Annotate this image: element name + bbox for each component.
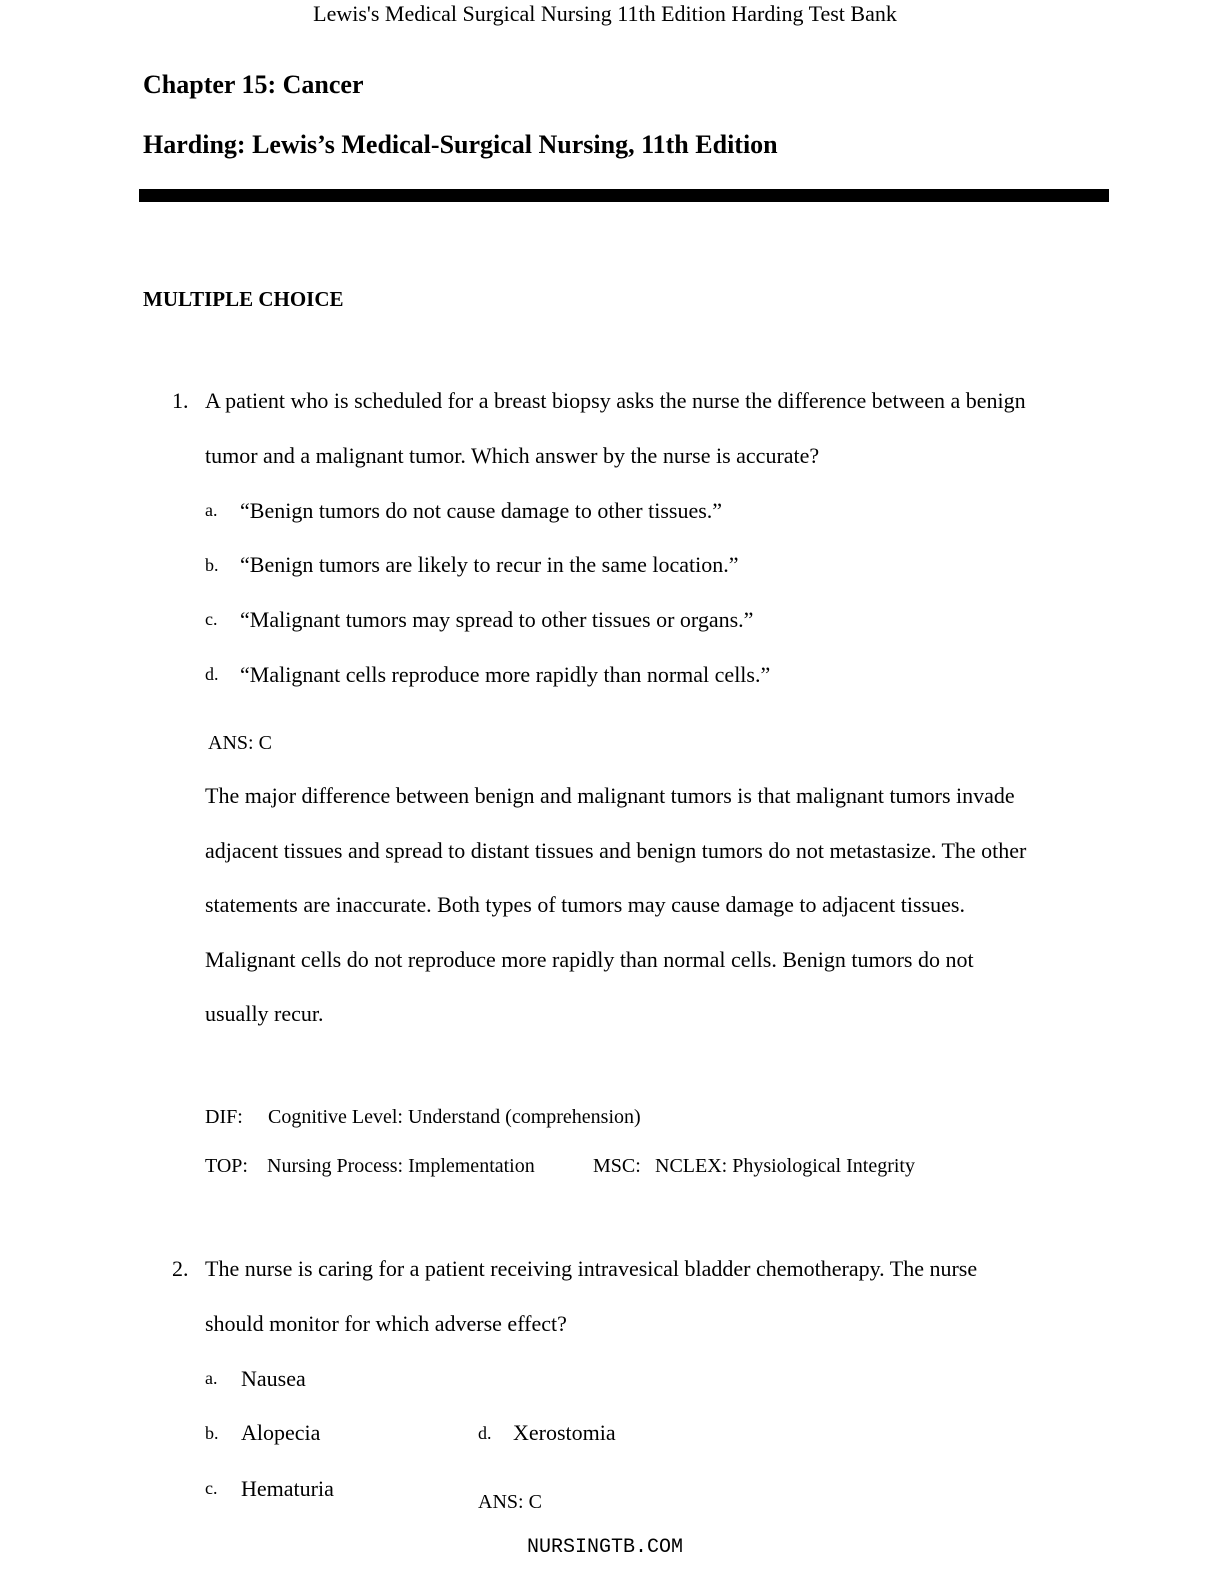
question-number: 2. (172, 1256, 189, 1281)
top-label: TOP: (205, 1155, 248, 1177)
option-letter: b. (205, 1423, 219, 1443)
rationale-line: adjacent tissues and spread to distant tissues and benign tumors do not metastasize. The other (205, 838, 1027, 863)
chapter-title: Chapter 15: Cancer (143, 70, 364, 99)
question-number: 1. (172, 388, 189, 413)
option-letter: c. (205, 1478, 218, 1498)
option-letter: b. (205, 555, 219, 575)
top-value: Nursing Process: Implementation (267, 1155, 535, 1177)
option-text: Alopecia (241, 1420, 321, 1445)
option-letter: a. (205, 1368, 218, 1388)
book-title: Harding: Lewis’s Medical-Surgical Nursing, 11th Edition (143, 130, 778, 159)
question-text-line: The nurse is caring for a patient receiving intravesical bladder chemotherapy. The nurse (205, 1256, 978, 1281)
rationale-line: Malignant cells do not reproduce more rapidly than normal cells. Benign tumors do not (205, 947, 974, 972)
page-header: Lewis's Medical Surgical Nursing 11th Edition Harding Test Bank (313, 1, 897, 26)
rationale-line: statements are inaccurate. Both types of tumors may cause damage to adjacent tissues. (205, 892, 965, 917)
option-text: Nausea (241, 1366, 306, 1391)
section-title: MULTIPLE CHOICE (143, 287, 344, 311)
question-text-line: should monitor for which adverse effect? (205, 1311, 567, 1336)
option-text: “Malignant tumors may spread to other tissues or organs.” (240, 607, 754, 632)
option-letter: d. (205, 664, 219, 684)
option-letter: c. (205, 609, 218, 629)
rationale-line: The major difference between benign and malignant tumors is that malignant tumors invade (205, 783, 1015, 808)
option-letter: a. (205, 500, 218, 520)
option-text: “Malignant cells reproduce more rapidly than normal cells.” (240, 662, 771, 687)
page-footer: NURSINGTB.COM (526, 1536, 684, 1559)
rationale-line: usually recur. (205, 1001, 324, 1026)
dif-value: Cognitive Level: Understand (comprehension) (268, 1106, 641, 1128)
option-text: Hematuria (241, 1476, 334, 1501)
heading-rule (139, 189, 1109, 202)
option-letter: d. (478, 1423, 492, 1443)
option-text: “Benign tumors are likely to recur in the same location.” (240, 552, 739, 577)
option-text: “Benign tumors do not cause damage to other tissues.” (240, 498, 723, 523)
question-text-line: A patient who is scheduled for a breast biopsy asks the nurse the difference between a benign (205, 388, 1026, 413)
dif-label: DIF: (205, 1106, 243, 1128)
msc-label: MSC: (593, 1155, 641, 1177)
question-text-line: tumor and a malignant tumor. Which answer by the nurse is accurate? (205, 443, 820, 468)
msc-value: NCLEX: Physiological Integrity (655, 1155, 915, 1177)
option-text: Xerostomia (513, 1420, 616, 1445)
answer-key: ANS: C (478, 1491, 542, 1513)
answer-key: ANS: C (208, 732, 272, 754)
